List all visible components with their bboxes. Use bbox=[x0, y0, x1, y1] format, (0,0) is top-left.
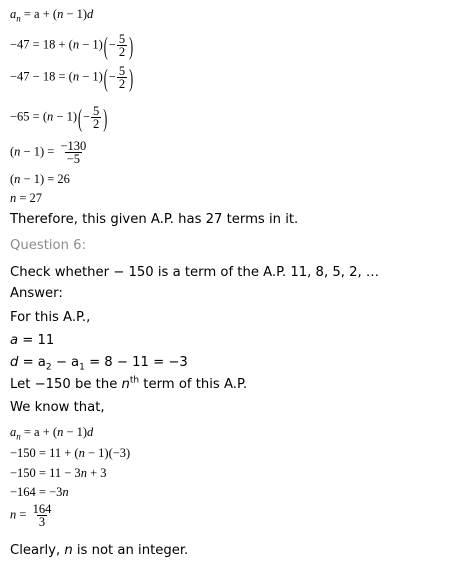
let-line bbox=[10, 377, 247, 393]
var-n: n bbox=[10, 191, 17, 205]
equation-line-7 bbox=[10, 191, 42, 205]
var-a: a bbox=[10, 333, 19, 348]
equation-line-5 bbox=[10, 140, 89, 165]
denominator: 3 bbox=[38, 515, 46, 529]
numerator: 5 bbox=[118, 32, 126, 46]
var-a: a bbox=[10, 425, 17, 439]
right-paren: ) bbox=[103, 102, 108, 133]
equation-part: − 1) bbox=[53, 109, 77, 124]
var-n: n bbox=[78, 446, 85, 460]
subscript: 1 bbox=[79, 362, 85, 373]
equation-part: − 1) = 26 bbox=[20, 172, 70, 186]
minus-sign: − bbox=[82, 109, 91, 124]
denominator: −5 bbox=[66, 152, 80, 166]
equation-m2 bbox=[10, 446, 130, 460]
fraction bbox=[31, 503, 54, 528]
formula-nth-term-2 bbox=[10, 425, 94, 442]
therefore-line: Therefore, this given A.P. has 27 terms in it. bbox=[10, 212, 299, 227]
equation-part: − 1)(−3) bbox=[84, 446, 131, 460]
equals: = bbox=[16, 507, 30, 522]
equation-part: − 1) bbox=[79, 37, 103, 52]
numerator: −130 bbox=[60, 139, 87, 153]
equation-part: −150 = 11 + ( bbox=[10, 446, 79, 460]
fraction bbox=[58, 140, 88, 165]
we-know-line: We know that, bbox=[10, 400, 105, 415]
equation-m3 bbox=[10, 466, 107, 480]
equation-part: − 1) bbox=[79, 69, 103, 84]
denominator: 2 bbox=[118, 45, 126, 59]
text-part: Let −150 be the bbox=[10, 377, 122, 392]
left-paren: ( bbox=[77, 102, 82, 133]
a-value-line bbox=[10, 333, 54, 349]
formula-part: = a + ( bbox=[20, 425, 58, 439]
subscript: 2 bbox=[45, 362, 52, 373]
equation-line-3 bbox=[10, 62, 134, 93]
left-paren: ( bbox=[103, 62, 108, 93]
var-n: n bbox=[10, 507, 17, 522]
var-n: n bbox=[62, 485, 69, 499]
var-n: n bbox=[80, 466, 87, 480]
equation-m4 bbox=[10, 485, 69, 499]
fraction bbox=[117, 65, 127, 90]
sub-n: n bbox=[16, 431, 21, 442]
var-n: n bbox=[14, 172, 21, 186]
equation-part: −65 = ( bbox=[10, 109, 48, 124]
var-d: d bbox=[10, 355, 19, 370]
equation-line-2 bbox=[10, 30, 134, 61]
superscript: th bbox=[129, 375, 140, 386]
formula-nth-term bbox=[10, 7, 94, 24]
right-paren: ) bbox=[129, 30, 134, 61]
fraction bbox=[91, 105, 101, 130]
equation-part: − 1) = bbox=[20, 144, 58, 159]
text-part: term of this A.P. bbox=[139, 377, 248, 392]
numerator: 5 bbox=[118, 64, 126, 78]
var-n: n bbox=[47, 109, 54, 124]
right-paren: ) bbox=[129, 62, 134, 93]
equation-part: ( bbox=[10, 144, 15, 159]
conclusion-line bbox=[10, 543, 188, 559]
equation-part: −47 = 18 + ( bbox=[10, 37, 73, 52]
equation-part: = 8 − 11 = −3 bbox=[84, 355, 188, 370]
equation-m5 bbox=[10, 503, 54, 528]
var-d: d bbox=[87, 7, 94, 21]
var-n: n bbox=[57, 425, 64, 439]
minus-sign: − bbox=[108, 69, 116, 84]
formula-part: − 1) bbox=[63, 425, 88, 439]
equation-part: −164 = −3 bbox=[10, 485, 63, 499]
text-part: Clearly, bbox=[10, 543, 65, 558]
formula-part: − 1) bbox=[63, 7, 88, 21]
equation-part: −150 = 11 − 3 bbox=[10, 466, 81, 480]
var-n: n bbox=[121, 377, 130, 392]
left-paren: ( bbox=[103, 30, 108, 61]
var-n: n bbox=[72, 37, 80, 52]
equation-part: − a bbox=[51, 355, 80, 370]
question-text: Check whether − 150 is a term of the A.P. 11, 8, 5, 2, … bbox=[10, 265, 380, 280]
equation-part: + 3 bbox=[86, 466, 107, 480]
var-n: n bbox=[72, 69, 80, 84]
var-n: n bbox=[64, 543, 73, 558]
var-n: n bbox=[14, 144, 21, 159]
for-this-ap: For this A.P., bbox=[10, 310, 91, 325]
numerator: 164 bbox=[32, 502, 52, 516]
equation-line-4 bbox=[10, 102, 108, 133]
d-value-line bbox=[10, 355, 188, 371]
var-a: a bbox=[10, 7, 17, 21]
fraction bbox=[117, 33, 127, 58]
equation-part: = a bbox=[18, 355, 46, 370]
equation-part: = 27 bbox=[16, 191, 43, 205]
numerator: 5 bbox=[93, 104, 100, 118]
answer-label: Answer: bbox=[10, 286, 63, 301]
sub-n: n bbox=[16, 13, 21, 24]
text-part: is not an integer. bbox=[72, 543, 189, 558]
denominator: 2 bbox=[118, 77, 126, 91]
formula-part: = a + ( bbox=[20, 7, 58, 21]
minus-sign: − bbox=[108, 37, 116, 52]
equation-part: −47 − 18 = ( bbox=[10, 69, 73, 84]
var-d: d bbox=[87, 425, 94, 439]
a-value: = 11 bbox=[18, 333, 55, 348]
var-n: n bbox=[57, 7, 64, 21]
equation-part: ( bbox=[10, 172, 15, 186]
equation-line-6 bbox=[10, 172, 70, 186]
denominator: 2 bbox=[93, 117, 100, 131]
question-heading: Question 6: bbox=[10, 238, 87, 253]
